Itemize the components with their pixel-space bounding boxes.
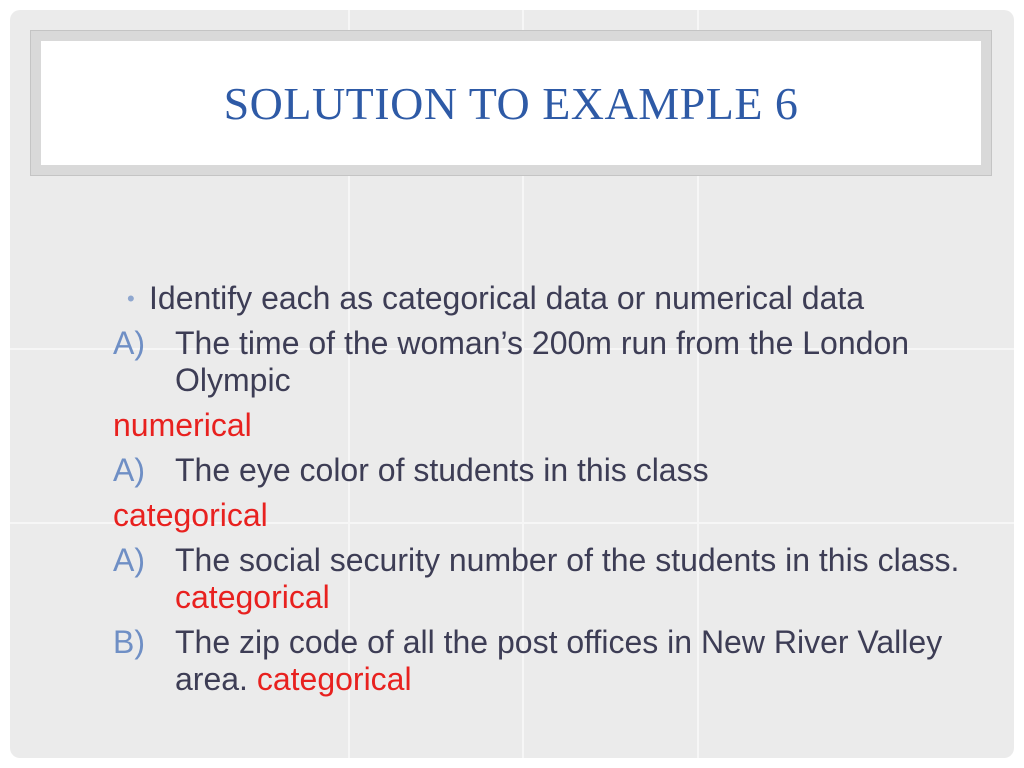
slide-title: SOLUTION TO EXAMPLE 6 <box>223 77 799 129</box>
list-item <box>113 624 983 698</box>
list-item <box>113 452 983 489</box>
item-text: The zip code of all the post offices in New River Valley area. <box>175 624 943 697</box>
item-label: A) <box>113 542 145 578</box>
answer-line <box>113 407 983 444</box>
item-text: The time of the woman’s 200m run from the London Olympic <box>175 325 910 398</box>
item-label: A) <box>113 325 145 361</box>
item-answer: categorical <box>175 579 330 615</box>
item-text: The eye color of students in this class <box>175 452 709 488</box>
slide-body <box>113 280 983 706</box>
list-item <box>113 325 983 399</box>
item-answer: numerical <box>113 407 252 443</box>
item-answer: categorical <box>256 661 412 697</box>
bullet-icon: • <box>127 286 135 311</box>
list-item <box>113 542 983 616</box>
item-answer: categorical <box>113 497 268 533</box>
item-text: The social security number of the students in this class. <box>175 542 960 578</box>
title-box <box>41 41 981 165</box>
item-label: B) <box>113 624 145 660</box>
title-frame <box>30 30 992 176</box>
item-label: A) <box>113 452 145 488</box>
answer-line <box>113 497 983 534</box>
intro-bullet <box>113 280 983 317</box>
intro-text: Identify each as categorical data or numerical data <box>149 280 865 316</box>
